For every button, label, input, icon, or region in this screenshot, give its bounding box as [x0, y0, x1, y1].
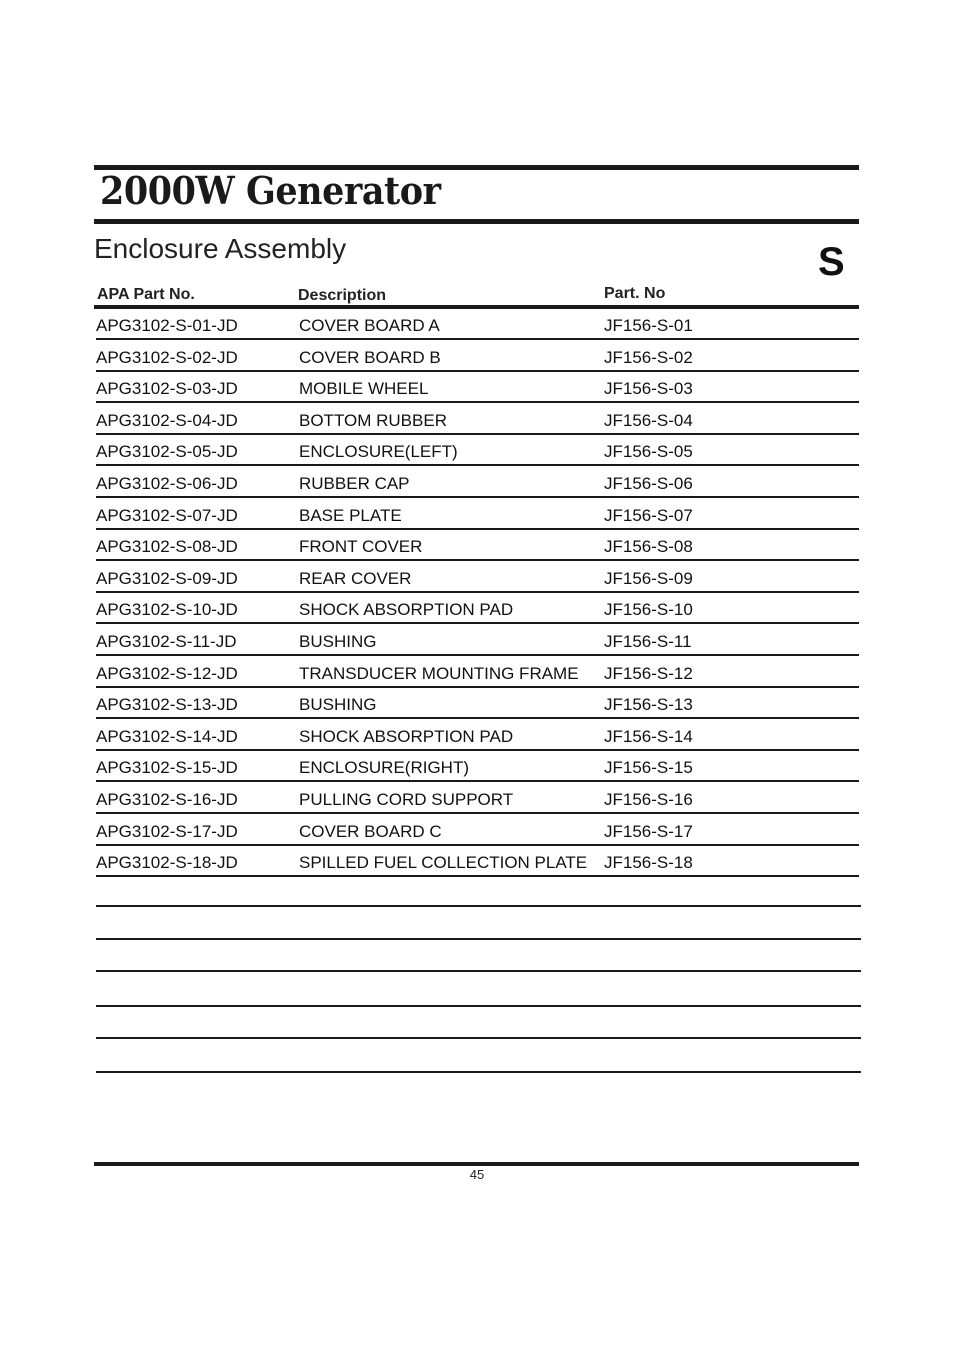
description-cell: MOBILE WHEEL [299, 379, 429, 399]
description-cell: COVER BOARD C [299, 821, 442, 841]
part-no-cell: JF156-S-04 [604, 410, 693, 430]
apa-part-no-cell: APG3102-S-05-JD [96, 442, 238, 462]
part-no-cell: JF156-S-14 [604, 726, 693, 746]
table-row [0, 846, 954, 877]
part-no-cell: JF156-S-10 [604, 600, 693, 620]
description-cell: BUSHING [299, 695, 377, 715]
description-cell: SHOCK ABSORPTION PAD [299, 726, 514, 746]
blank-row-line [96, 1005, 861, 1007]
table-row [0, 657, 954, 688]
table-row [0, 435, 954, 466]
part-no-cell: JF156-S-13 [604, 695, 693, 715]
part-no-cell: JF156-S-05 [604, 442, 693, 462]
description-cell: SHOCK ABSORPTION PAD [299, 600, 514, 620]
description-cell: BUSHING [299, 632, 377, 651]
part-no-cell: JF156-S-11 [604, 632, 692, 651]
table-row [0, 341, 954, 372]
apa-part-no-cell: APG3102-S-18-JD [96, 853, 238, 873]
part-no-cell: JF156-S-15 [604, 758, 693, 778]
description-cell: RUBBER CAP [299, 474, 410, 493]
part-no-cell: JF156-S-18 [604, 853, 693, 873]
part-no-cell: JF156-S-02 [604, 347, 693, 367]
part-no-cell: JF156-S-12 [604, 663, 693, 683]
description-cell: ENCLOSURE(LEFT) [299, 442, 458, 462]
description-cell: BASE PLATE [299, 505, 402, 525]
apa-part-no-cell: APG3102-S-17-JD [96, 821, 238, 841]
part-no-cell: JF156-S-03 [604, 379, 693, 399]
apa-part-no-cell: APG3102-S-01-JD [96, 316, 238, 335]
description-cell: REAR COVER [299, 568, 412, 588]
apa-part-no-cell: APG3102-S-14-JD [96, 726, 238, 746]
apa-part-no-cell: APG3102-S-12-JD [96, 663, 238, 683]
part-no-cell: JF156-S-17 [604, 821, 693, 841]
apa-part-no-cell: APG3102-S-02-JD [96, 347, 238, 367]
description-cell: PULLING CORD SUPPORT [299, 790, 514, 809]
part-no-cell: JF156-S-07 [604, 505, 693, 525]
apa-part-no-cell: APG3102-S-03-JD [96, 379, 238, 399]
footer-rule [94, 1162, 859, 1166]
table-row [0, 530, 954, 561]
column-header-description: Description [298, 287, 387, 304]
blank-row-line [96, 1037, 861, 1039]
table-row [0, 562, 954, 593]
apa-part-no-cell: APG3102-S-10-JD [96, 600, 238, 620]
table-row [0, 720, 954, 751]
table-row [0, 751, 954, 782]
table-row [0, 815, 954, 846]
description-cell: ENCLOSURE(RIGHT) [299, 758, 470, 778]
part-no-cell: JF156-S-01 [604, 316, 693, 335]
table-row [0, 499, 954, 530]
column-header-apa-part-no: APA Part No. [97, 286, 195, 303]
section-title: Enclosure Assembly [94, 233, 347, 264]
table-row [0, 625, 954, 656]
description-cell: SPILLED FUEL COLLECTION PLATE [299, 853, 588, 873]
description-cell: COVER BOARD A [299, 316, 440, 335]
blank-row-line [96, 905, 861, 907]
table-row [0, 688, 954, 719]
column-header-part-no: Part. No [604, 285, 666, 302]
title-underline [94, 219, 859, 224]
description-cell: BOTTOM RUBBER [299, 410, 447, 430]
description-cell: FRONT COVER [299, 537, 423, 557]
part-no-cell: JF156-S-09 [604, 568, 693, 588]
table-row [0, 309, 954, 340]
apa-part-no-cell: APG3102-S-15-JD [96, 758, 238, 778]
page-title: 2000W Generator [100, 168, 441, 213]
section-letter: S [818, 240, 845, 284]
table-row [0, 467, 954, 498]
part-no-cell: JF156-S-06 [604, 474, 693, 493]
apa-part-no-cell: APG3102-S-13-JD [96, 695, 238, 715]
table-row [0, 593, 954, 624]
blank-row-line [96, 1071, 861, 1073]
apa-part-no-cell: APG3102-S-07-JD [96, 505, 238, 525]
apa-part-no-cell: APG3102-S-04-JD [96, 410, 238, 430]
page-number: 45 [469, 1167, 485, 1182]
blank-row-line [96, 970, 861, 972]
table-row [0, 404, 954, 435]
table-row [0, 783, 954, 814]
apa-part-no-cell: APG3102-S-08-JD [96, 537, 238, 557]
part-no-cell: JF156-S-16 [604, 790, 693, 809]
table-row [0, 372, 954, 403]
apa-part-no-cell: APG3102-S-09-JD [96, 568, 238, 588]
row-divider [96, 875, 859, 877]
apa-part-no-cell: APG3102-S-11-JD [96, 632, 237, 651]
description-cell: TRANSDUCER MOUNTING FRAME [299, 663, 579, 683]
part-no-cell: JF156-S-08 [604, 537, 693, 557]
apa-part-no-cell: APG3102-S-16-JD [96, 790, 238, 809]
blank-row-line [96, 938, 861, 940]
apa-part-no-cell: APG3102-S-06-JD [96, 474, 238, 493]
description-cell: COVER BOARD B [299, 347, 441, 367]
